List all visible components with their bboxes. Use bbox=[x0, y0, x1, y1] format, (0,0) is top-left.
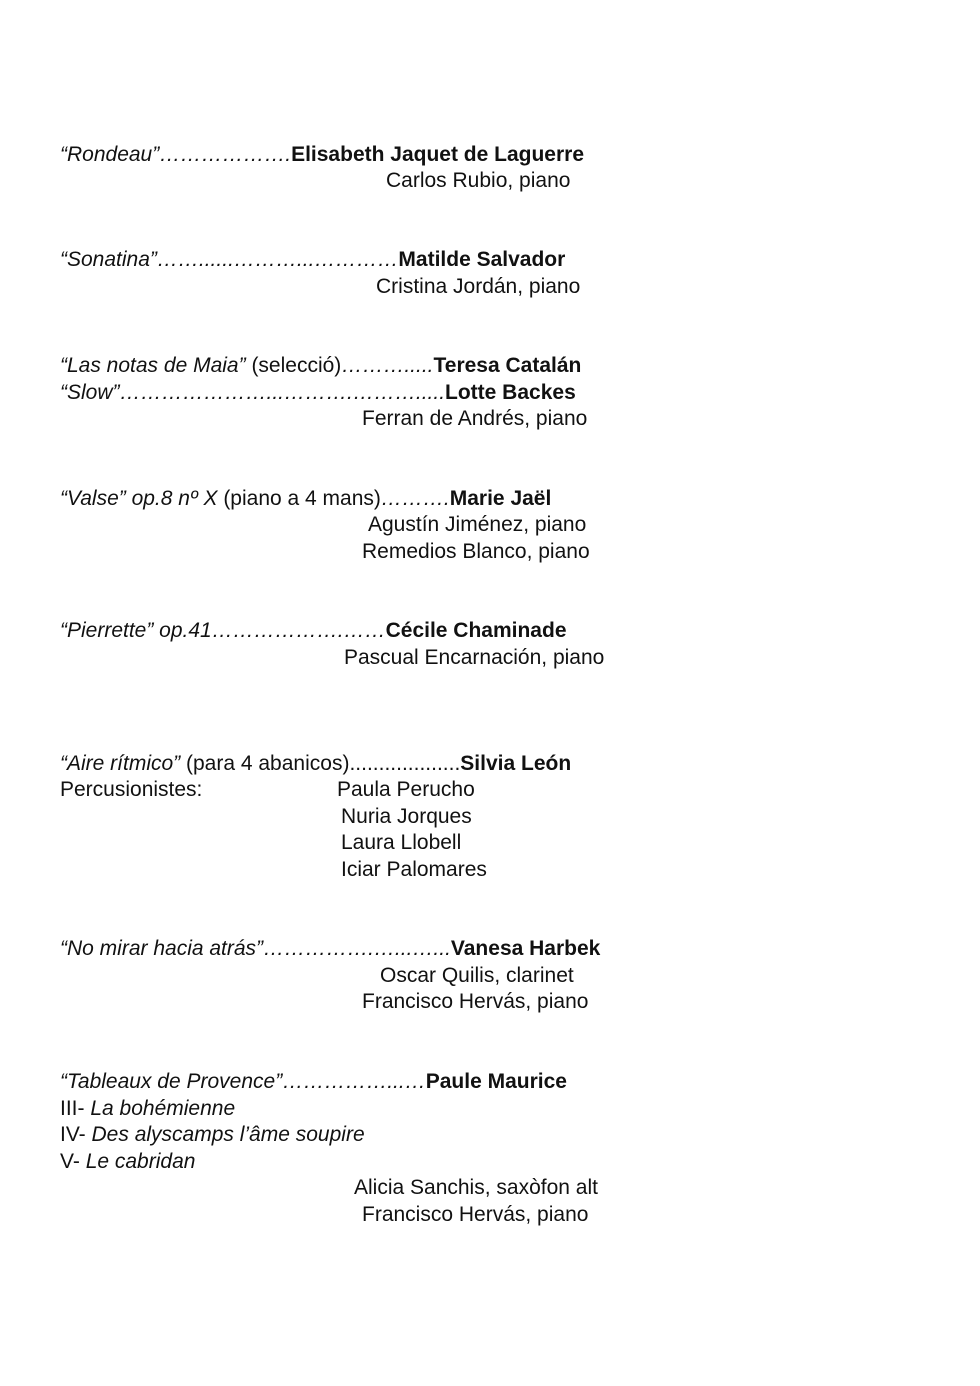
performer-line: Francisco Hervás, piano bbox=[362, 1203, 589, 1226]
composer-name: Marie Jaël bbox=[449, 487, 552, 510]
work-title: “No mirar hacia atrás” bbox=[60, 937, 264, 960]
work-line-slow bbox=[60, 380, 576, 406]
composer-name: Vanesa Harbek bbox=[450, 937, 601, 960]
composer-name: Teresa Catalán bbox=[433, 354, 582, 377]
performer-line: Carlos Rubio, piano bbox=[386, 169, 571, 192]
movement-number: IV- bbox=[60, 1123, 92, 1146]
work-line-sonatina bbox=[60, 247, 565, 273]
leader-dots: ................... bbox=[349, 752, 461, 775]
work-note: (selecció) bbox=[245, 354, 342, 377]
performer-line: Laura Llobell bbox=[341, 831, 462, 854]
leader-dots: ………………. bbox=[159, 143, 292, 166]
movement-name: Le cabridan bbox=[85, 1150, 196, 1173]
leader-dots: …………………...……….………..... bbox=[119, 381, 446, 404]
movement-line bbox=[60, 1122, 365, 1148]
movement-name: La bohémienne bbox=[90, 1097, 236, 1120]
leader-dots: ……......………...………… bbox=[156, 248, 399, 271]
work-title: “Slow” bbox=[60, 381, 120, 404]
movement-number: V- bbox=[60, 1150, 86, 1173]
movement-number: III- bbox=[60, 1097, 91, 1120]
composer-name: Silvia León bbox=[460, 752, 572, 775]
work-title: “Pierrette” op.41 bbox=[60, 619, 212, 642]
work-line-tableaux bbox=[60, 1069, 567, 1095]
composer-name: Matilde Salvador bbox=[398, 248, 566, 271]
movement-name: Des alyscamps l’âme soupire bbox=[91, 1123, 365, 1146]
work-title: “Rondeau” bbox=[60, 143, 160, 166]
movement-line bbox=[60, 1149, 195, 1175]
work-line-atras bbox=[60, 936, 600, 962]
movement-line bbox=[60, 1096, 235, 1122]
performer-line: Agustín Jiménez, piano bbox=[368, 513, 587, 536]
performer-line: Remedios Blanco, piano bbox=[362, 540, 590, 563]
leader-dots: ………..... bbox=[341, 354, 434, 377]
work-note: (para 4 abanicos) bbox=[180, 752, 350, 775]
leader-dots: …………….…...…... bbox=[263, 937, 451, 960]
work-title: “Aire rítmico” bbox=[60, 752, 181, 775]
leader-dots: ……………...… bbox=[282, 1070, 426, 1093]
performer-line: Ferran de Andrés, piano bbox=[362, 407, 588, 430]
work-title: “Sonatina” bbox=[60, 248, 157, 271]
performer-line: Pascual Encarnación, piano bbox=[344, 646, 605, 669]
performer-line: Alicia Sanchis, saxòfon alt bbox=[354, 1176, 598, 1199]
work-title: “Valse” op.8 nº X bbox=[60, 487, 218, 510]
composer-name: Cécile Chaminade bbox=[385, 619, 567, 642]
work-line-valse bbox=[60, 486, 551, 512]
work-title: “Tableaux de Provence” bbox=[60, 1070, 283, 1093]
work-line-rondeau bbox=[60, 142, 584, 168]
performer-line: Iciar Palomares bbox=[341, 858, 487, 881]
work-note: (piano a 4 mans) bbox=[217, 487, 381, 510]
performer-line: Paula Perucho bbox=[337, 778, 475, 801]
work-line-pierrette bbox=[60, 618, 567, 644]
leader-dots: ………. bbox=[380, 487, 450, 510]
performer-line: Oscar Quilis, clarinet bbox=[380, 964, 574, 987]
composer-name: Lotte Backes bbox=[445, 381, 576, 404]
ensemble-label: Percusionistes: bbox=[60, 778, 203, 801]
work-line-maia bbox=[60, 353, 581, 379]
performer-line: Francisco Hervás, piano bbox=[362, 990, 589, 1013]
performer-line: Nuria Jorques bbox=[341, 805, 472, 828]
work-line-aire bbox=[60, 751, 571, 777]
composer-name: Elisabeth Jaquet de Laguerre bbox=[291, 143, 585, 166]
work-title: “Las notas de Maia” bbox=[60, 354, 246, 377]
leader-dots: ……………….…… bbox=[211, 619, 386, 642]
composer-name: Paule Maurice bbox=[425, 1070, 567, 1093]
performer-line: Cristina Jordán, piano bbox=[376, 275, 581, 298]
